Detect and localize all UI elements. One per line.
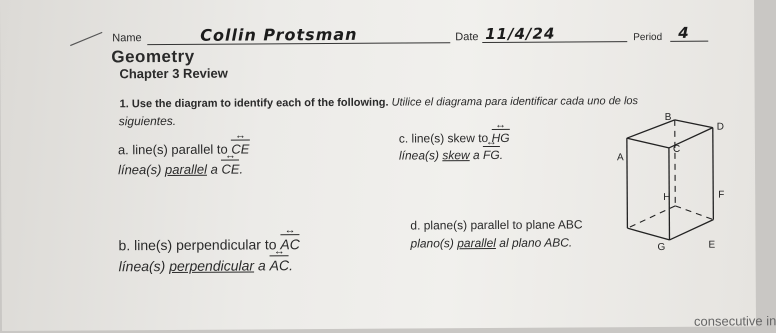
hidden-edge-hf — [675, 206, 713, 220]
instruction-line-1 — [120, 95, 638, 110]
item-c-spanish — [399, 148, 503, 163]
pencil-mark — [68, 29, 108, 49]
item-b-segment: AC ↔ — [280, 236, 300, 252]
item-c-prefix: c. line(s) skew to — [398, 131, 489, 146]
prism-diagram — [615, 107, 756, 268]
item-c-es-segment: FG ↔ — [483, 148, 500, 162]
item-b-es-segment: AC ↔ — [270, 257, 290, 273]
name-label: Name — [112, 32, 142, 45]
vertex-label-e: E — [708, 239, 716, 251]
item-c-segment: HG ↔ — [492, 131, 510, 145]
edge-bd — [675, 120, 713, 128]
item-c-es-key: skew — [442, 148, 470, 163]
item-a-es-prefix: línea(s) — [117, 162, 162, 178]
item-d-es-key: parallel — [457, 235, 496, 251]
item-b-es-mid: a — [257, 257, 266, 274]
item-a-es-segment: CE ↔ — [221, 162, 239, 177]
footer-fragment: consecutive in — [693, 313, 776, 329]
name-handwritten: Collin Protsman — [200, 24, 358, 45]
item-a-prefix: a. line(s) parallel to — [117, 141, 228, 158]
item-c-es-end: . — [499, 147, 504, 162]
item-a-spanish — [118, 162, 243, 178]
vertex-label-h: H — [663, 191, 671, 203]
instruction-english: 1. Use the diagram to identify each of the following. — [119, 96, 389, 111]
edge-ag — [627, 138, 628, 228]
item-d-english: d. plane(s) parallel to plane ABC — [410, 217, 583, 233]
item-d-spanish — [410, 236, 572, 251]
item-a-es-mid: a — [210, 161, 218, 177]
chapter-subtitle: Chapter 3 Review — [119, 65, 228, 82]
edge-df — [713, 128, 714, 220]
item-b-spanish — [119, 257, 293, 274]
item-a-es-end: . — [239, 161, 244, 177]
hidden-edge-hg — [627, 206, 675, 228]
page-title: Geometry — [111, 46, 195, 67]
edge-ef — [669, 220, 713, 240]
vertex-label-c: C — [672, 143, 681, 155]
vertex-label-b: B — [664, 111, 672, 123]
item-c-es-prefix: línea(s) — [398, 148, 440, 163]
period-label: Period — [633, 31, 663, 44]
vertex-label-a: A — [616, 152, 624, 164]
item-a-segment: CE ↔ — [231, 141, 249, 156]
item-b-es-prefix: línea(s) — [118, 257, 166, 275]
edge-ac — [627, 138, 669, 148]
item-d-es-end: al plano ABC. — [499, 235, 573, 250]
item-b-es-key: perpendicular — [169, 257, 255, 274]
item-c-es-mid: a — [472, 148, 480, 163]
edge-ge — [627, 228, 669, 240]
instruction-spanish: Utilice el diagrama para identificar cada uno de los — [391, 95, 639, 109]
item-a-es-key: parallel — [164, 161, 207, 177]
item-b-prefix: b. line(s) perpendicular to — [118, 236, 277, 254]
date-label: Date — [455, 31, 479, 44]
vertex-label-f: F — [718, 189, 725, 201]
vertex-label-g: G — [657, 241, 666, 253]
date-handwritten: 11/4/24 — [485, 24, 556, 44]
item-d-es-prefix: plano(s) — [410, 236, 454, 251]
period-handwritten: 4 — [678, 23, 690, 42]
hidden-edge-bh — [675, 120, 676, 206]
instruction-line-2: siguientes. — [118, 113, 177, 129]
item-b-es-end: . — [289, 257, 294, 274]
vertex-label-d: D — [716, 121, 725, 133]
